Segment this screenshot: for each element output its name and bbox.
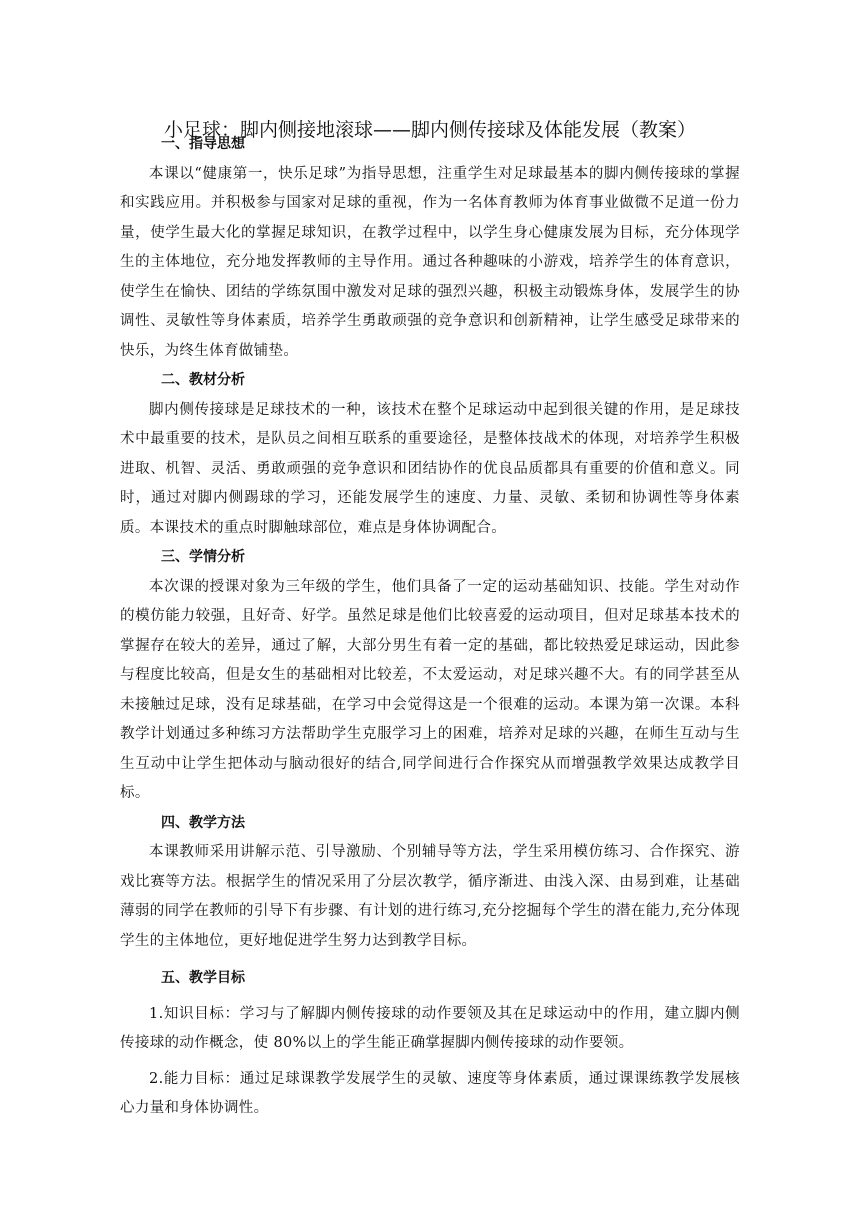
section-heading: 五、教学目标	[161, 970, 245, 986]
section-textbook-analysis	[120, 366, 740, 543]
section-student-analysis	[120, 543, 740, 809]
section-paragraph: 本课教师采用讲解示范、引导激励、个别辅导等方法，学生采用模仿练习、合作探究、游戏比赛等方法。根据学生的情况采用了分层次教学，循序渐进、由浅入深、由易到难，让基础薄弱的同学在教师的引导下有步骤、有计划的进行练习,充分挖掘每个学生的潜在能力,充分体现学生的主体地位，更好地促进学生努力达到教学目标。	[120, 844, 740, 949]
document-title: 小足球：脚内侧接地滚球——脚内侧传接球及体能发展（教案）	[163, 118, 696, 141]
document-body	[120, 130, 740, 1124]
section-paragraph: 脚内侧传接球是足球技术的一种，该技术在整个足球运动中起到很关键的作用，是足球技术中最重要的技术，是队员之间相互联系的重要途径，是整体技战术的体现，对培养学生积极进取、机智、灵活、勇敢顽强的竞争意识和团结协作的优良品质都具有重要的价值和意义。同时，通过对脚内侧踢球的学习，还能发展学生的速度、力量、灵敏、柔韧和协调性等身体素质。本课技术的重点时脚触球部位，难点是身体协调配合。	[120, 401, 740, 536]
section-guiding-ideology	[120, 130, 740, 366]
section-teaching-methods	[120, 809, 740, 957]
section-paragraph: 本次课的授课对象为三年级的学生，他们具备了一定的运动基础知识、技能。学生对动作的模仿能力较强，且好奇、好学。虽然足球是他们比较喜爱的运动项目，但对足球基本技术的掌握存在较大的差异，通过了解，大部分男生有着一定的基础，都比较热爱足球运动，因此参与程度比较高，但是女生的基础相对比较差，不太爱运动，对足球兴趣不大。有的同学甚至从未接触过足球，没有足球基础，在学习中会觉得这是一个很难的运动。本课为第一次课。本科教学计划通过多种练习方法帮助学生克服学习上的困难，培养对足球的兴趣，在师生互动与生生互动中让学生把体动与脑动很好的结合,同学间进行合作探究从而增强教学效果达成教学目标。	[120, 578, 740, 801]
section-paragraph: 本课以“健康第一，快乐足球”为指导思想，注重学生对足球最基本的脚内侧传接球的掌握和实践应用。并积极参与国家对足球的重视，作为一名体育教师为体育事业做微不足道一份力量，使学生最大化的掌握足球知识，在教学过程中，以学生身心健康发展为目标，充分体现学生的主体地位，充分地发挥教师的主导作用。通过各种趣味的小游戏，培养学生的体育意识，使学生在愉快、团结的学练氛围中激发对足球的强烈兴趣，积极主动锻炼身体，发展学生的协调性、灵敏性等身体素质，培养学生勇敢顽强的竞争意识和创新精神，让学生感受足球带来的快乐，为终生体育做铺垫。	[120, 165, 740, 359]
objective-ability: 2.能力目标：通过足球课教学发展学生的灵敏、速度等身体素质，通过课课练教学发展核心力量和身体协调性。	[120, 1070, 740, 1116]
objective-knowledge: 1.知识目标：学习与了解脚内侧传接球的动作要领及其在足球运动中的作用，建立脚内侧传接球的动作概念，使 80%以上的学生能正确掌握脚内侧传接球的动作要领。	[120, 1005, 740, 1051]
section-heading: 二、教材分析	[161, 372, 245, 388]
section-teaching-objectives	[120, 964, 740, 1124]
section-heading: 三、学情分析	[161, 549, 245, 565]
section-heading: 一、指导思想	[161, 136, 245, 152]
section-heading: 四、教学方法	[161, 814, 245, 831]
